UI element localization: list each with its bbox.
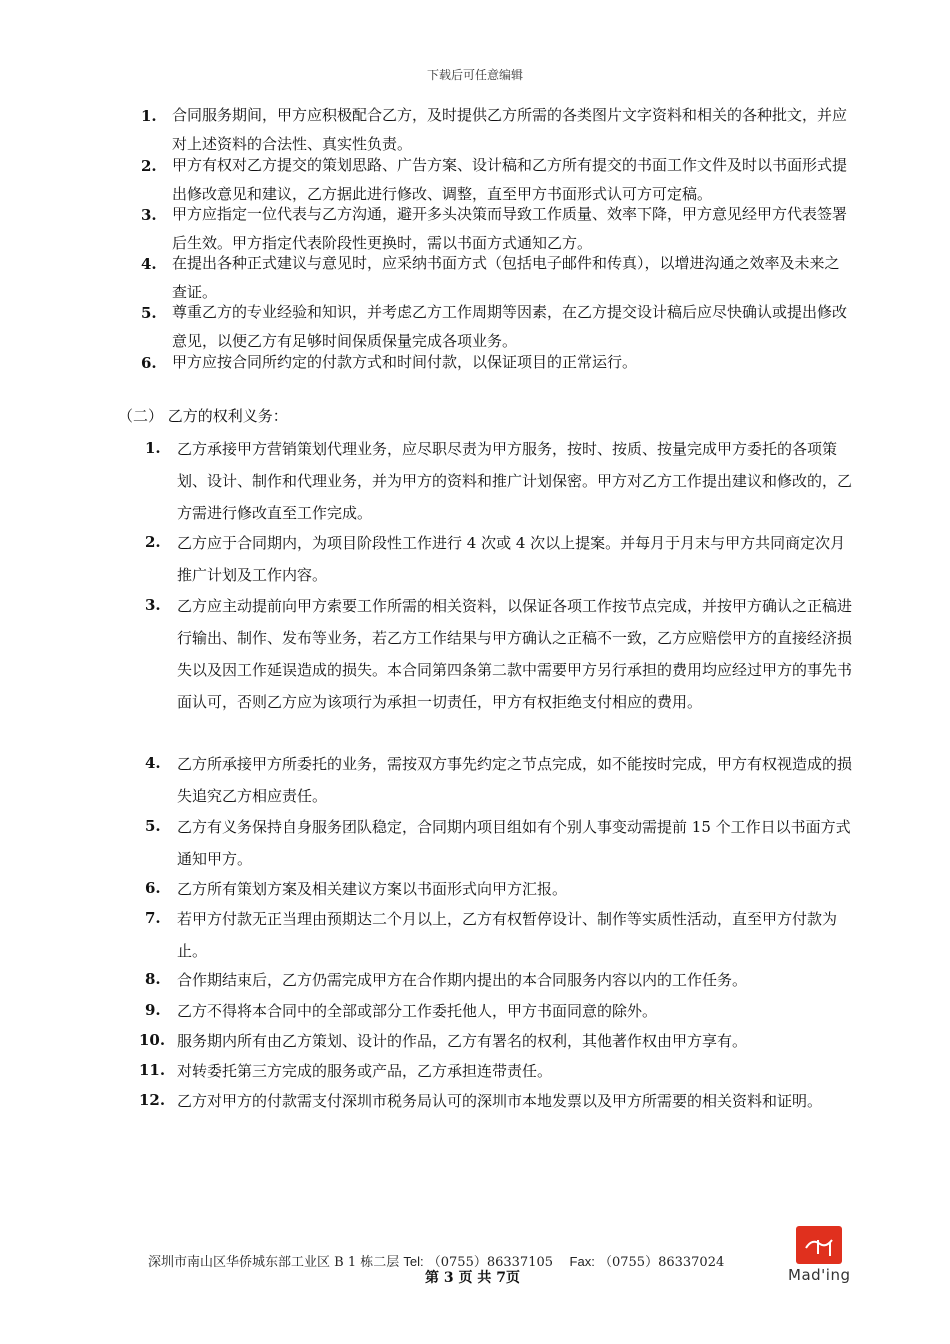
item-number: 6. [145, 879, 161, 897]
item-text: 尊重乙方的专业经验和知识，并考虑乙方工作周期等因素，在乙方提交设计稿后应尽快确认或提出修改意见，以便乙方有足够时间保质保量完成各项业务。 [172, 303, 848, 350]
fax-label: Fax: [569, 1254, 595, 1269]
item-text: 乙方应于合同期内，为项目阶段性工作进行 4 次或 4 次以上提案。并每月于月末与甲方共同商定次月推广计划及工作内容。 [177, 534, 846, 584]
item-number: 10. [139, 1031, 166, 1049]
item-number: 1. [145, 439, 161, 457]
item-text: 对转委托第三方完成的服务或产品，乙方承担连带责任。 [177, 1062, 553, 1080]
item-number: 4. [141, 255, 157, 273]
item-text: 服务期内所有由乙方策划、设计的作品，乙方有署名的权利，其他著作权由甲方享有。 [177, 1032, 748, 1050]
item-text: 在提出各种正式建议与意见时，应采纳书面方式（包括电子邮件和传真），以增进沟通之效率及未来之查证。 [172, 254, 840, 301]
item-text: 乙方对甲方的付款需支付深圳市税务局认可的深圳市本地发票以及甲方所需要的相关资料和证明。 [177, 1092, 823, 1110]
item-number: 9. [145, 1001, 161, 1019]
fax-number: （0755）86337024 [598, 1255, 725, 1270]
item-text: 乙方应主动提前向甲方索要工作所需的相关资料，以保证各项工作按节点完成，并按甲方确认之正稿进行输出、制作、发布等业务，若乙方工作结果与甲方确认之正稿不一致，乙方应赔偿甲方的直接经济损失以及因工作延误造成的损失。本合同第四条第二款中需要甲方另行承担的费用均应经过甲方的事先书面认可，否则乙方应为该项行为承担一切责任，甲方有权拒绝支付相应的费用。 [177, 597, 853, 711]
item-number: 12. [139, 1091, 166, 1109]
item-text: 合同服务期间，甲方应积极配合乙方，及时提供乙方所需的各类图片文字资料和相关的各种批文，并应对上述资料的合法性、真实性负责。 [172, 106, 848, 153]
item-text: 乙方所有策划方案及相关建议方案以书面形式向甲方汇报。 [177, 880, 568, 898]
item-text: 甲方有权对乙方提交的策划思路、广告方案、设计稿和乙方所有提交的书面工作文件及时以书面形式提出修改意见和建议，乙方据此进行修改、调整，直至甲方书面形式认可方可定稿。 [172, 156, 848, 203]
item-number: 8. [145, 970, 161, 988]
item-number: 5. [145, 817, 161, 835]
item-number: 3. [145, 596, 161, 614]
item-text: 甲方应指定一位代表与乙方沟通，避开多头决策而导致工作质量、效率下降，甲方意见经甲方代表签署后生效。甲方指定代表阶段性更换时，需以书面方式通知乙方。 [172, 205, 848, 252]
page-number: 第 3 页 共 7页 [425, 1270, 520, 1286]
item-number: 1. [141, 107, 157, 125]
tel-number: （0755）86337105 [427, 1255, 554, 1270]
logo-mark-icon [796, 1226, 842, 1264]
item-text: 甲方应按合同所约定的付款方式和时间付款，以保证项目的正常运行。 [172, 353, 638, 371]
item-text: 乙方不得将本合同中的全部或部分工作委托他人，甲方书面同意的除外。 [177, 1002, 658, 1020]
item-number: 2. [145, 533, 161, 551]
footer-address: 深圳市南山区华侨城东部工业区 B 1 栋二层 [148, 1255, 400, 1270]
section-title: （二） 乙方的权利义务： [118, 407, 288, 425]
item-number: 5. [141, 304, 157, 322]
item-number: 6. [141, 354, 157, 372]
item-text: 乙方有义务保持自身服务团队稳定，合同期内项目组如有个别人事变动需提前 15 个工作日以书面方式通知甲方。 [177, 818, 851, 868]
item-text: 乙方所承接甲方所委托的业务，需按双方事先约定之节点完成，如不能按时完成，甲方有权视造成的损失追究乙方相应责任。 [177, 755, 853, 805]
item-number: 3. [141, 206, 157, 224]
header-note: 下载后可任意编辑 [426, 68, 523, 82]
tel-label: Tel: [403, 1254, 424, 1269]
logo-text: Mad'ing [788, 1266, 851, 1284]
item-number: 2. [141, 157, 157, 175]
item-number: 4. [145, 754, 161, 772]
item-number: 11. [139, 1061, 166, 1079]
item-text: 若甲方付款无正当理由预期达二个月以上，乙方有权暂停设计、制作等实质性活动，直至甲方付款为止。 [177, 910, 838, 960]
item-text: 乙方承接甲方营销策划代理业务，应尽职尽责为甲方服务，按时、按质、按量完成甲方委托的各项策划、设计、制作和代理业务，并为甲方的资料和推广计划保密。甲方对乙方工作提出建议和修改的，乙方需进行修改直至工作完成。 [177, 440, 853, 522]
item-number: 7. [145, 909, 161, 927]
company-logo [788, 1226, 866, 1288]
item-text: 合作期结束后，乙方仍需完成甲方在合作期内提出的本合同服务内容以内的工作任务。 [177, 971, 748, 989]
